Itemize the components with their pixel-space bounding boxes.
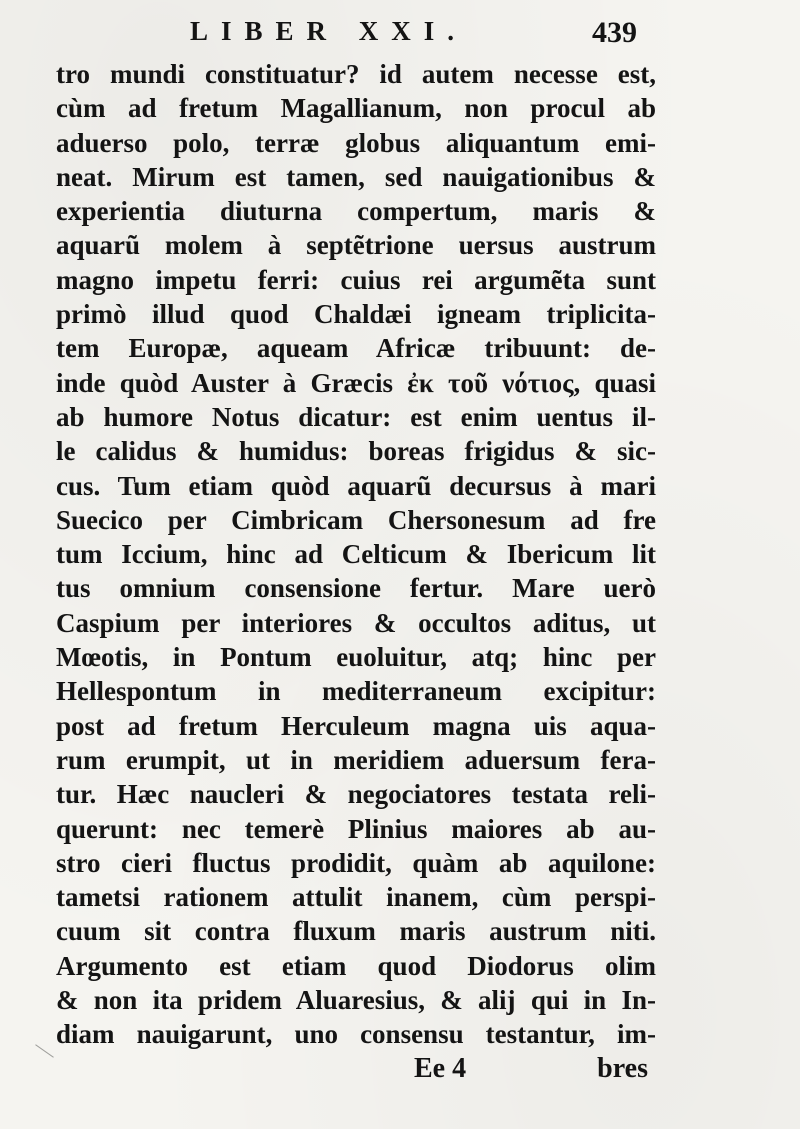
text-line-content: tum Iccium, hinc ad Celticum & Ibericum lit — [56, 539, 656, 570]
text-line-content: tur. Hæc naucleri & negociatores testata reli- — [56, 779, 656, 810]
text-line — [56, 297, 656, 331]
text-line-content: Caspium per interiores & occultos aditus, ut — [56, 607, 656, 638]
text-line-content: cùm ad fretum Magallianum, non procul ab — [56, 93, 656, 124]
text-line — [56, 812, 656, 846]
text-line — [56, 777, 656, 811]
text-line-content: querunt: nec temerè Plinius maiores ab au- — [56, 813, 656, 844]
text-line — [56, 160, 656, 194]
text-line-content: aquarũ molem à septẽtrione uersus austrum — [56, 230, 656, 261]
text-line-content: post ad fretum Herculeum magna uis aqua- — [56, 710, 656, 741]
text-line-content: magno impetu ferri: cuius rei argumẽta sunt — [56, 264, 656, 295]
text-line-content: experientia diuturna compertum, maris & — [56, 196, 656, 227]
text-line-content: & non ita pridem Aluaresius, & alij qui in In- — [56, 985, 656, 1016]
text-line-content: stro cieri fluctus prodidit, quàm ab aquilone: — [56, 847, 656, 878]
text-line-content: aduerso polo, terræ globus aliquantum emi- — [56, 127, 656, 158]
running-head: LIBER XXI. — [190, 16, 468, 46]
text-line — [56, 1017, 656, 1051]
body-text — [56, 57, 656, 1052]
text-line-content: Suecico per Cimbricam Chersonesum ad fre — [56, 504, 656, 535]
text-line — [56, 503, 656, 537]
text-line — [56, 331, 656, 365]
text-line — [56, 537, 656, 571]
text-line-content: inde quòd Auster à Græcis ἐκ τοῦ νότιος, quasi — [56, 367, 656, 398]
text-line-content: le calidus & humidus: boreas frigidus & sic- — [56, 436, 656, 467]
text-line-content: cuum sit contra fluxum maris austrum niti. — [56, 916, 656, 947]
text-line-content: primò illud quod Chaldæi igneam triplicita- — [56, 299, 656, 330]
text-line — [56, 126, 656, 160]
text-line — [56, 194, 656, 228]
text-line — [56, 57, 656, 91]
text-line-content: Hellespontum in mediterraneum excipitur: — [56, 676, 656, 707]
text-line — [56, 640, 656, 674]
text-line-content: tem Europæ, aqueam Africæ tribuunt: de- — [56, 333, 656, 364]
text-line-content: cus. Tum etiam quòd aquarũ decursus à mari — [56, 470, 656, 501]
signature-mark: Ee 4 — [414, 1053, 467, 1084]
text-line — [56, 983, 656, 1017]
text-line — [56, 228, 656, 262]
text-line — [56, 709, 656, 743]
text-line-content: tus omnium consensione fertur. Mare uerò — [56, 573, 656, 604]
text-line-content: Argumento est etiam quod Diodorus olim — [56, 950, 656, 981]
text-line — [56, 400, 656, 434]
text-line — [56, 571, 656, 605]
text-line — [56, 949, 656, 983]
text-line-content: rum erumpit, ut in meridiem aduersum fera- — [56, 744, 656, 775]
text-line — [56, 469, 656, 503]
text-line-content: diam nauigarunt, uno consensu testantur, im- — [56, 1019, 656, 1050]
text-line — [56, 743, 656, 777]
text-line — [56, 674, 656, 708]
text-line — [56, 263, 656, 297]
text-line — [56, 434, 656, 468]
margin-mark — [35, 1044, 54, 1057]
text-line — [56, 91, 656, 125]
text-line-content: Mœotis, in Pontum euoluitur, atq; hinc per — [56, 642, 656, 673]
catchline — [56, 1053, 656, 1093]
text-line — [56, 914, 656, 948]
text-line — [56, 880, 656, 914]
text-line-content: ab humore Notus dicatur: est enim uentus il- — [56, 401, 656, 432]
text-line — [56, 846, 656, 880]
page-number: 439 — [592, 16, 637, 49]
text-line-content: neat. Mirum est tamen, sed nauigationibus & — [56, 161, 656, 192]
catchword: bres — [597, 1053, 648, 1084]
text-line-content: tro mundi constituatur? id autem necesse est, — [56, 59, 656, 89]
text-line — [56, 366, 656, 400]
text-line-content: tametsi rationem attulit inanem, cùm perspi- — [56, 882, 656, 913]
text-line — [56, 606, 656, 640]
